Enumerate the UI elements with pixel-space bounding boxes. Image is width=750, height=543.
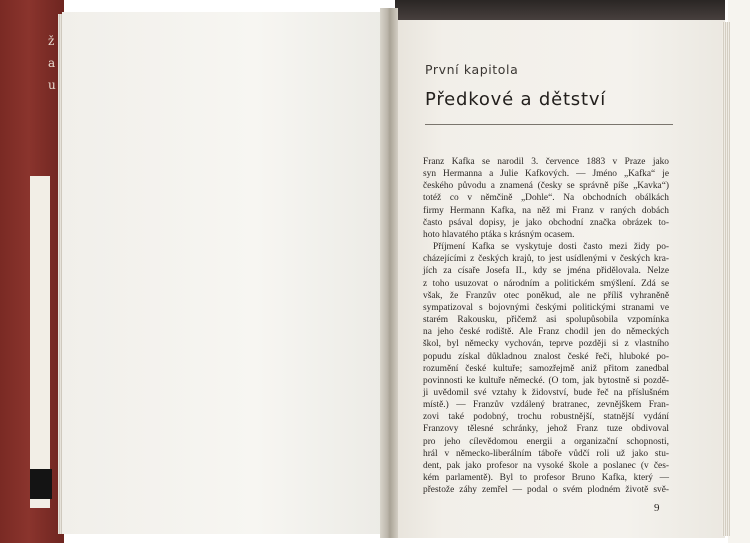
- cover-glyph: u: [48, 78, 56, 92]
- text-line: českého původu a znamená (česky se správně píše „Kavka“): [423, 181, 669, 192]
- body-text: [423, 156, 669, 496]
- text-line: popudu získal důkladnou znalost české řeči, hluboké po-: [423, 351, 669, 362]
- text-line: kém parlamentě). Byl to profesor Bruno Kafka, který —: [423, 473, 669, 484]
- text-line: Franzovy tělesné schránky, jehož Franz tuze obdivoval: [423, 424, 669, 435]
- text-line: Franz Kafka se narodil 3. července 1883 v Praze jako: [423, 157, 669, 167]
- text-line: firmy Hermann Kafka, na něž mi Franz v raných dobách: [423, 205, 669, 216]
- text-line: místě.) — Franzův vzdálený bratranec, zevnějškem Fran-: [423, 400, 669, 411]
- text-line: škol, byl německy vychován, teprve později si z vlastního: [423, 339, 669, 350]
- text-line: sympatizoval s bojovnými českými politickými stranami ve: [423, 302, 669, 313]
- text-line: rozumění české kultuře; samozřejmě aniž přitom zanedbal: [423, 363, 669, 374]
- book-gutter: [380, 8, 398, 538]
- cover-glyph: a: [48, 56, 56, 70]
- title-divider: [425, 124, 673, 125]
- text-line: ji uvědomil své vztahy k židovství, bude řeč na příslušném: [423, 387, 669, 398]
- text-line: starém Rakousku, přičemž asi spolupůsobila vzpomínka: [423, 315, 669, 326]
- left-page-blank: [62, 12, 385, 534]
- cover-black-mark: [30, 469, 52, 499]
- cover-glyph: ž: [48, 34, 55, 48]
- text-line: pro jeho cílevědomou energii a organizační schopnosti,: [423, 436, 669, 447]
- text-line: často psával dopisy, je jako obchodní značka obrázek to-: [423, 217, 669, 228]
- cover-stripe: [30, 176, 50, 508]
- chapter-title: Předkové a dětství: [425, 89, 607, 110]
- text-line: cházejícími z českých krajů, to jest usídlenými v českých kra-: [423, 254, 669, 265]
- text-line: však, že Franzův otec poněkud, ale ne příliš vyhraněně: [423, 290, 669, 301]
- text-line: Příjmení Kafka se vyskytuje dosti často mezi židy po-: [433, 242, 669, 253]
- text-line: z toho usuzovat o národním a politickém smýšlení. Zdá se: [423, 278, 669, 289]
- text-line: syn Hermanna a Julie Kafkových. — Jméno „Kafka“ je: [423, 169, 669, 180]
- text-line: jích za císaře Josefa II., kdy se jména přidělovala. Nelze: [423, 266, 669, 277]
- page-number: 9: [654, 502, 660, 514]
- text-line: hrál v německo-liberálním táboře vůdčí roli už jako stu-: [423, 448, 669, 459]
- chapter-label: První kapitola: [425, 62, 519, 77]
- right-page-edges: [722, 22, 730, 536]
- background-right: [728, 0, 750, 543]
- text-line: na jeho české rodiště. Ale Franz chodil jen do německých: [423, 327, 669, 338]
- text-line: hoto hlavatého ptáka s krásným ocasem.: [423, 229, 575, 240]
- text-line: dent, pak jako profesor na vysoké škole a poslanec (v čes-: [423, 460, 669, 471]
- text-line: přestože záhy zemřel — podal o svém plodném životě svě-: [423, 485, 669, 496]
- background-shadow: [395, 0, 725, 22]
- text-line: povinnosti ke kultuře německé. (O tom, jak bytostně si pozdě-: [423, 375, 669, 386]
- text-line: totéž co v němčině „Dohle“. Na obchodních obálkách: [423, 193, 669, 204]
- text-line: zovi také podobný, trochu robustnější, statnější vydání: [423, 412, 669, 423]
